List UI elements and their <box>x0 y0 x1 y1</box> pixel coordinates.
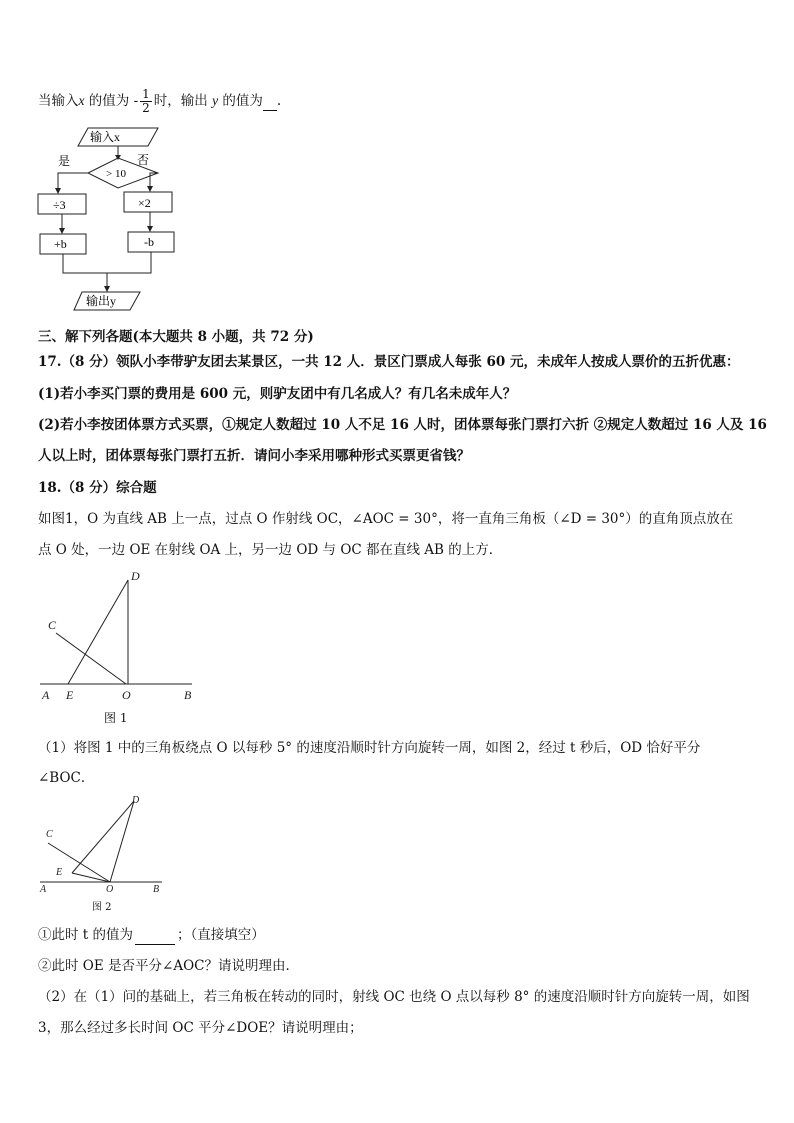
var-x: x <box>78 93 85 108</box>
frac-den: 2 <box>142 101 150 115</box>
q18-para-2: 点 O 处，一边 OE 在射线 OA 上，另一边 OD 与 OC 都在直线 AB 的上方． <box>38 542 503 558</box>
flowchart <box>30 118 230 318</box>
q18-part2-line-2: 3，那么经过多长时间 OC 平分∠DOE？请说明理由； <box>38 1020 363 1036</box>
flow-left2-label: +b <box>54 237 67 251</box>
fraction <box>140 88 152 115</box>
q16-text-5: . <box>276 93 282 109</box>
figure-1 <box>36 570 216 700</box>
q18-title: 18.（8 分）综合题 <box>38 480 157 496</box>
figure-1-caption: 图 1 <box>104 711 128 725</box>
side-ed <box>68 580 128 684</box>
label-b: B <box>153 884 160 895</box>
side-od <box>110 801 134 882</box>
q16-text-1: 当输入 <box>38 93 79 109</box>
label-e: E <box>56 867 63 878</box>
q17-line-2: (1)若小李买门票的费用是 600 元，则驴友团中有几名成人？有几名未成年人？ <box>38 386 517 402</box>
figure-2-caption: 图 2 <box>92 902 112 913</box>
label-a: A <box>42 688 50 700</box>
flow-input-label: 输入x <box>90 130 121 144</box>
label-a: A <box>40 884 47 895</box>
q18-q1-end: ；（直接填空） <box>177 927 265 943</box>
side-ed <box>72 801 134 873</box>
q18-q1-text: ①此时 t 的值为 <box>38 927 134 943</box>
q16-text-4: 的值为 <box>222 93 263 109</box>
label-d: D <box>132 795 140 806</box>
var-y: y <box>212 93 219 108</box>
q16-text-2: 的值为 - <box>88 93 139 109</box>
q17-line-1: 17.（8 分）领队小李带驴友团去某景区，一共 12 人．景区门票成人每张 60 元，未成年人按成人票价的五折优惠： <box>38 354 740 370</box>
answer-blank <box>263 92 277 111</box>
q16-text-3: 时，输出 <box>153 93 208 109</box>
q17-line-3: (2)若小李按团体票方式买票，①规定人数超过 10 人不足 16 人时，团体票每张门票打六折 ②规定人数超过 16 人及 16 <box>38 417 767 433</box>
section-heading: 三、解下列各题(本大题共 8 小题，共 72 分) <box>38 329 314 345</box>
flow-yes-label: 是 <box>58 154 71 168</box>
answer-blank <box>135 926 175 945</box>
flow-output-label: 输出y <box>86 294 117 308</box>
flow-cond-label: > 10 <box>106 168 126 180</box>
flow-no-label: 否 <box>137 153 150 167</box>
label-c: C <box>48 618 57 632</box>
ray-oc <box>56 633 126 684</box>
figure-2 <box>36 795 176 900</box>
label-c: C <box>46 829 53 840</box>
flow-right1-label: ×2 <box>138 196 151 210</box>
q18-part1-line-1: （1）将图 1 中的三角板绕点 O 以每秒 5° 的速度沿顺时针方向旋转一周，如图 2，经过 t 秒后，OD 恰好平分 <box>38 740 701 756</box>
label-d: D <box>131 570 140 583</box>
flow-right2-label: -b <box>144 235 154 249</box>
frac-num: 1 <box>142 87 150 101</box>
label-e: E <box>66 688 74 700</box>
q18-q1-line <box>38 926 265 945</box>
label-b: B <box>184 688 192 700</box>
side-eo <box>72 873 110 882</box>
q16-line <box>38 88 281 115</box>
q18-part1-line-2: ∠BOC． <box>38 770 95 786</box>
label-o: O <box>106 884 114 895</box>
flow-left1-label: ÷3 <box>53 198 66 212</box>
q18-q2-line: ②此时 OE 是否平分∠AOC？请说明理由． <box>38 958 299 974</box>
q17-line-4: 人以上时，团体票每张门票打五折．请问小李采用哪种形式买票更省钱？ <box>38 448 470 464</box>
q18-para-1: 如图1，O 为直线 AB 上一点，过点 O 作射线 OC，∠AOC = 30°，将一直角三角板（∠D = 30°）的直角顶点放在 <box>38 511 734 527</box>
label-o: O <box>122 688 131 700</box>
q18-part2-line-1: （2）在（1）问的基础上，若三角板在转动的同时，射线 OC 也绕 O 点以每秒 8° 的速度沿顺时针方向旋转一周，如图 <box>38 989 750 1005</box>
